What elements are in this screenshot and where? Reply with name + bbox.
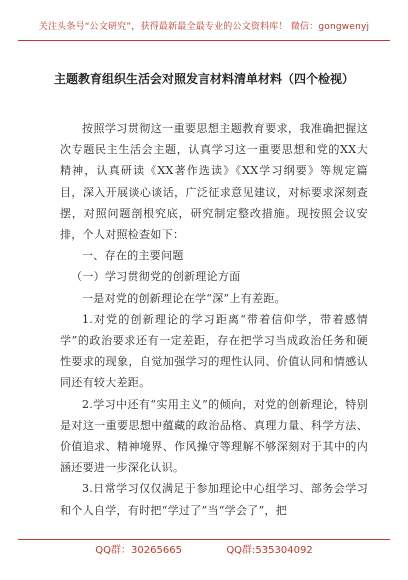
section-heading: 一、存在的主要问题 bbox=[82, 249, 184, 263]
paragraph: 按照学习贯彻这一重要思想主题教育要求，我准确把握这次专题民主生活会主题，认真学习这一重要思想和党的XX大精神，认真研读《XX著作选读》《XX学习纲要》等规定篇目，深入开展谈心谈话，广泛征求意见建议，对标要求深刻查摆，对照问题剖根究底，研究制定整改措施。现按照会议安排，个人对照检查如下： bbox=[60, 122, 368, 242]
document-body bbox=[60, 118, 368, 521]
paragraph: 2.学习中还有“实用主义”的倾向，对党的创新理论，特别是对这一重要思想中蕴藏的政治品格、真理力量、科学方法、价值追求、精神境界、作风操守等理解不够深刻对于其中的内涵还要进一步深化认识。 bbox=[60, 397, 368, 475]
footer bbox=[18, 541, 390, 556]
footer-qq2: QQ群:535304092 bbox=[226, 545, 313, 556]
paragraph: 一是对党的创新理论在学“深”上有差距。 bbox=[82, 291, 286, 305]
footer-divider bbox=[18, 539, 390, 540]
footer-qq1: QQ群：30265665 bbox=[95, 545, 182, 556]
header-text: 关注头条号“公文研究”，获得最新最全最专业的公文资料库！ 微信：gongwenyj bbox=[38, 22, 370, 32]
header-divider bbox=[18, 40, 390, 41]
paragraph: 1.对党的创新理论的学习距离“带着信仰学，带着感情学”的政治要求还有一定差距，存在把学习当成政治任务和硬性要求的现象，自觉加强学习的理性认同、价值认同和情感认同还有较大差距。 bbox=[60, 312, 368, 390]
header-banner bbox=[18, 14, 390, 38]
subsection-heading: （一）学习贯彻党的创新理论方面 bbox=[71, 270, 241, 284]
paragraph: 3.日常学习仅仅满足于参加理论中心组学习、部务会学习和个人自学，有时把“学过了”当“学会了”，把 bbox=[60, 482, 368, 517]
document-title: 主题教育组织生活会对照发言材料清单材料（四个检视） bbox=[53, 72, 354, 86]
